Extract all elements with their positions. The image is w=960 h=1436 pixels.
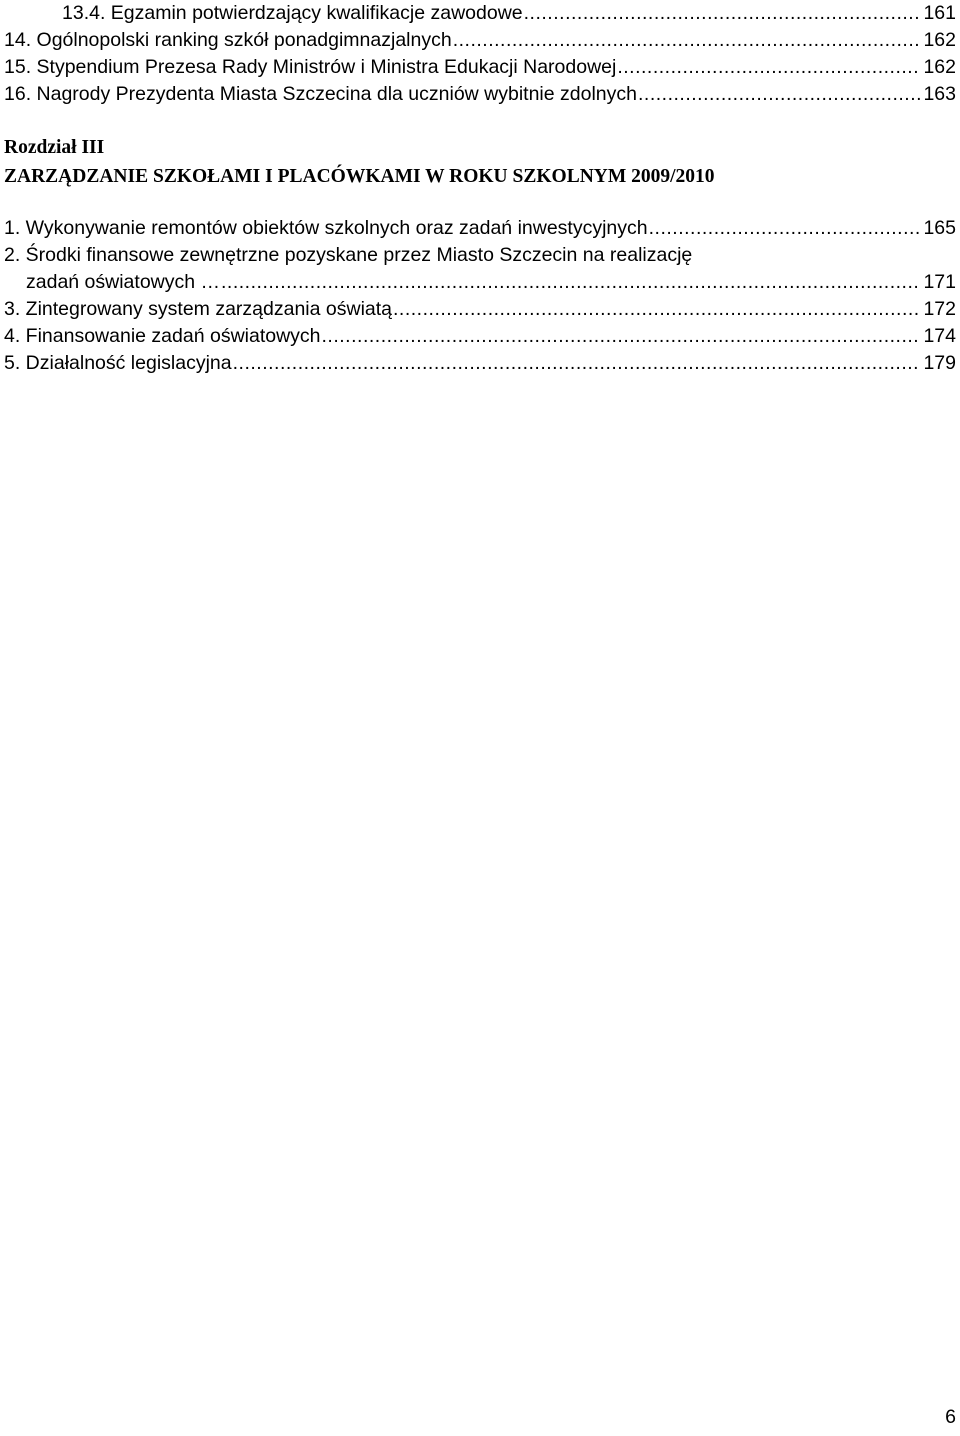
dot-leader xyxy=(221,269,920,296)
toc-entry-title: 16. Nagrody Prezydenta Miasta Szczecina dla uczniów wybitnie zdolnych xyxy=(4,83,637,105)
dot-leader xyxy=(453,27,921,54)
chapter-title: ZARZĄDZANIE SZKOŁAMI I PLACÓWKAMI W ROKU SZKOLNYM 2009/2010 xyxy=(4,166,715,187)
toc-entry-continuation xyxy=(4,269,956,296)
toc-entry[interactable] xyxy=(4,296,956,323)
dot-leader xyxy=(233,350,921,377)
toc-entry[interactable] xyxy=(4,81,956,108)
toc-entry-title-line2: zadań oświatowych … xyxy=(26,271,221,293)
toc-entry-page: 179 xyxy=(923,352,956,374)
toc-entry-page: 161 xyxy=(923,2,956,24)
toc-entry-title: 13.4. Egzamin potwierdzający kwalifikacje zawodowe xyxy=(62,2,523,24)
toc-entry-title: 1. Wykonywanie remontów obiektów szkolnych oraz zadań inwestycyjnych xyxy=(4,217,648,239)
dot-leader xyxy=(649,215,921,242)
toc-entry-page: 174 xyxy=(923,325,956,347)
page-number: 6 xyxy=(945,1406,956,1428)
dot-leader xyxy=(617,54,920,81)
toc-entry[interactable] xyxy=(4,54,956,81)
chapter-label: Rozdział III xyxy=(4,137,105,158)
toc-entry-multiline[interactable] xyxy=(4,242,956,296)
toc-entry[interactable] xyxy=(4,323,956,350)
dot-leader xyxy=(524,0,921,27)
dot-leader xyxy=(393,296,920,323)
toc-top-section xyxy=(4,0,956,108)
toc-entry-page: 162 xyxy=(923,56,956,78)
toc-entry-page: 163 xyxy=(923,83,956,105)
toc-chapter-section xyxy=(4,215,956,377)
toc-entry-page: 165 xyxy=(923,217,956,239)
toc-entry-page: 171 xyxy=(923,271,956,293)
toc-entry-title: 14. Ogólnopolski ranking szkół ponadgimnazjalnych xyxy=(4,29,452,51)
toc-entry-title: 3. Zintegrowany system zarządzania oświatą xyxy=(4,298,393,320)
toc-entry[interactable] xyxy=(4,27,956,54)
toc-entry-title: 5. Działalność legislacyjna xyxy=(4,352,232,374)
toc-entry-title-line1: 2. Środki finansowe zewnętrzne pozyskane przez Miasto Szczecin na realizację xyxy=(4,244,693,266)
chapter-heading xyxy=(4,133,715,191)
toc-entry[interactable] xyxy=(4,0,956,27)
toc-entry-title: 4. Finansowanie zadań oświatowych xyxy=(4,325,321,347)
toc-entry[interactable] xyxy=(4,350,956,377)
toc-entry[interactable] xyxy=(4,215,956,242)
dot-leader xyxy=(638,81,920,108)
toc-entry-page: 162 xyxy=(923,29,956,51)
toc-entry-page: 172 xyxy=(923,298,956,320)
dot-leader xyxy=(322,323,921,350)
toc-entry-title: 15. Stypendium Prezesa Rady Ministrów i Ministra Edukacji Narodowej xyxy=(4,56,617,78)
